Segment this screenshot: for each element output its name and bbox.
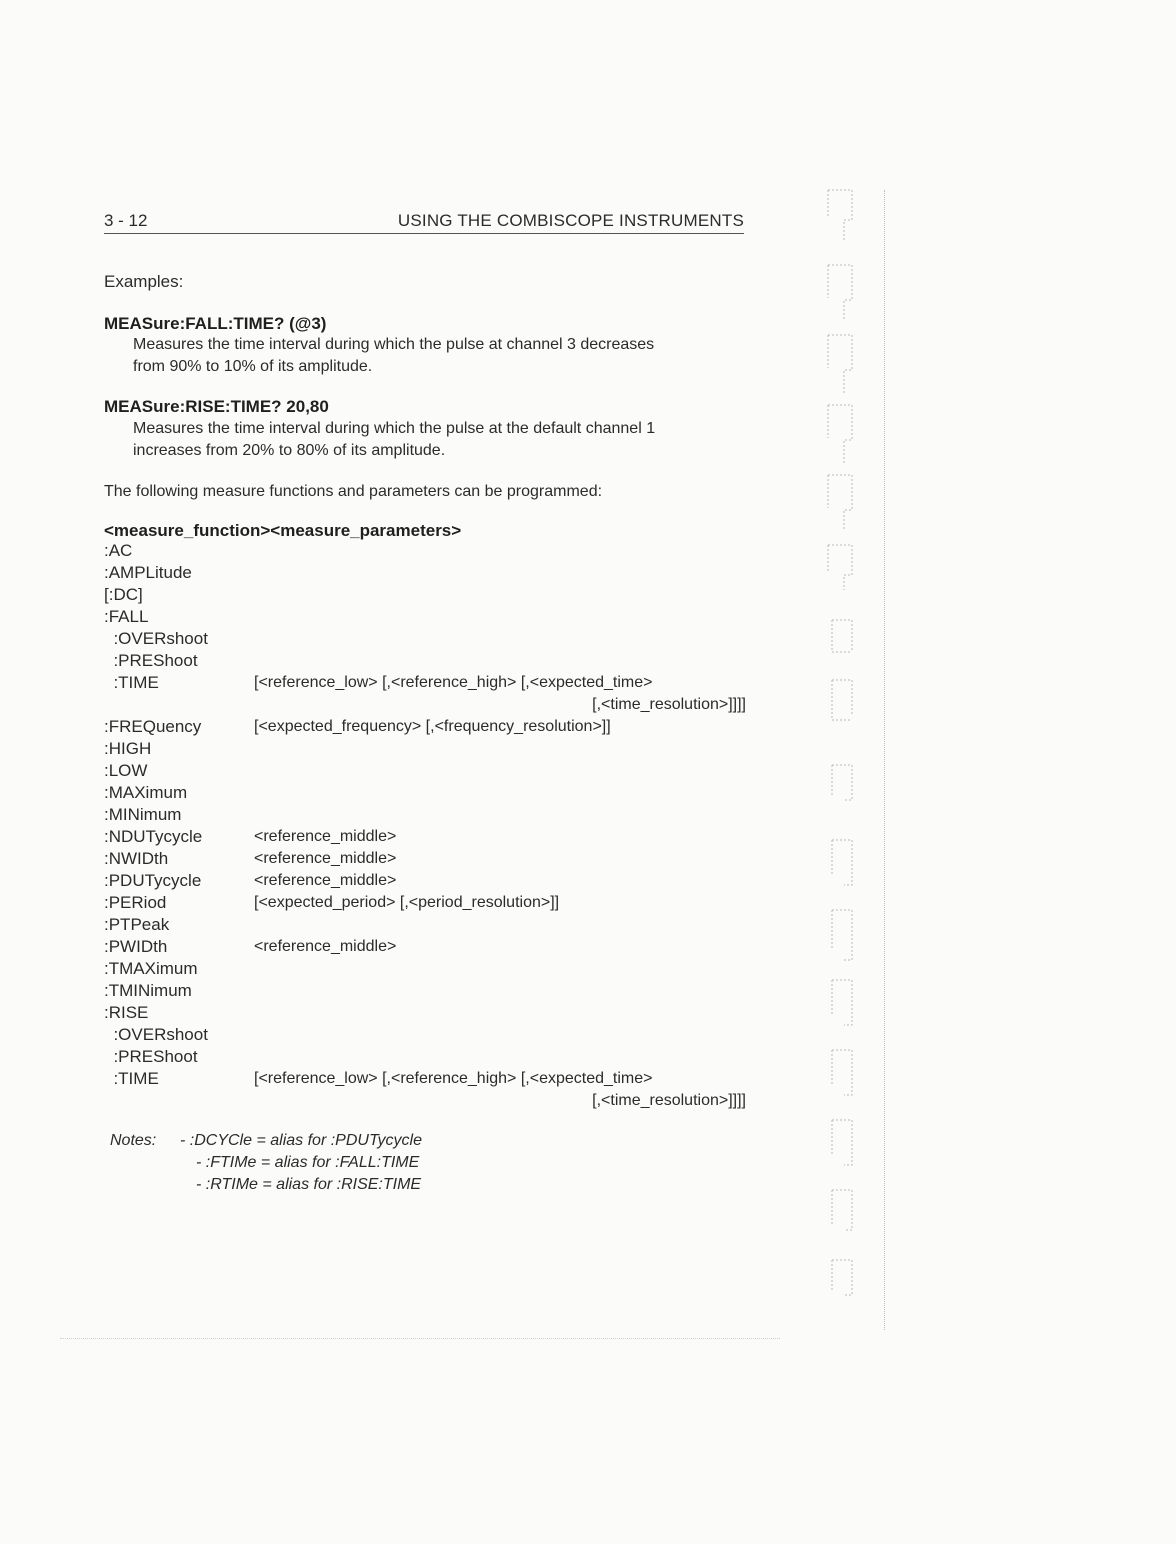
function-name: :NDUTycycle: [104, 827, 203, 846]
bottom-scan-artifact: [60, 1338, 780, 1339]
function-name: :PTPeak: [104, 915, 170, 934]
function-name: [:DC]: [104, 585, 143, 604]
function-name: :AMPLitude: [104, 563, 192, 582]
examples-heading: Examples:: [104, 272, 184, 291]
function-parameters: <reference_middle>: [254, 850, 397, 867]
margin-tab-marks: [822, 180, 884, 1340]
function-parameters: [<expected_frequency> [,<frequency_resolution>]]: [254, 718, 611, 735]
function-name: :HIGH: [104, 739, 152, 758]
page-number: 3 - 12: [104, 211, 148, 230]
function-parameters: [<expected_period> [,<period_resolution>]]: [254, 894, 560, 911]
note-line-2: - :FTIMe = alias for :FALL:TIME: [196, 1154, 420, 1171]
function-name: :LOW: [104, 761, 148, 780]
function-parameters: <reference_middle>: [254, 828, 397, 845]
function-name: :RISE: [104, 1003, 149, 1022]
function-name: :MINimum: [104, 805, 182, 824]
page-header-title: USING THE COMBISCOPE INSTRUMENTS: [397, 211, 744, 230]
example1-desc-line1: Measures the time interval during which the pulse at channel 3 decreases: [133, 336, 655, 353]
header-rule: [104, 233, 744, 234]
function-name: :TIME: [104, 1069, 159, 1088]
function-name: :PDUTycycle: [104, 871, 202, 890]
function-name: :TMINimum: [104, 981, 192, 1000]
function-name: :TIME: [104, 673, 159, 692]
note-line-3: - :RTIMe = alias for :RISE:TIME: [196, 1176, 422, 1193]
function-name: :OVERshoot: [104, 629, 208, 648]
function-parameters: <reference_middle>: [254, 872, 397, 889]
example2-desc-line2: increases from 20% to 80% of its amplitude.: [133, 442, 446, 459]
function-parameters: <reference_middle>: [254, 938, 397, 955]
intro-text: The following measure functions and parameters can be programmed:: [104, 483, 603, 500]
notes-label: Notes:: [110, 1132, 157, 1149]
note-line-1: - :DCYCle = alias for :PDUTycycle: [180, 1132, 422, 1149]
function-name: :FALL: [104, 607, 149, 626]
function-name: :OVERshoot: [104, 1025, 208, 1044]
function-parameters-continued: [,<time_resolution>]]]]: [592, 696, 746, 713]
function-name: :MAXimum: [104, 783, 188, 802]
function-parameters-continued: [,<time_resolution>]]]]: [592, 1092, 746, 1109]
function-name: :PWIDth: [104, 937, 168, 956]
function-name: :PREShoot: [104, 651, 198, 670]
function-parameters: [<reference_low> [,<reference_high> [,<expected_time>: [254, 674, 653, 691]
page-edge-line: [884, 190, 885, 1330]
function-name: :FREQuency: [104, 717, 202, 736]
example2-desc-line1: Measures the time interval during which the pulse at the default channel 1: [133, 420, 656, 437]
function-name: :TMAXimum: [104, 959, 198, 978]
table-heading: <measure_function><measure_parameters>: [104, 521, 462, 540]
function-parameters: [<reference_low> [,<reference_high> [,<expected_time>: [254, 1070, 653, 1087]
function-name: :PERiod: [104, 893, 167, 912]
function-name: :PREShoot: [104, 1047, 198, 1066]
function-name: :NWIDth: [104, 849, 169, 868]
function-name: :AC: [104, 541, 133, 560]
example1-desc-line2: from 90% to 10% of its amplitude.: [133, 358, 373, 375]
example2-command: MEASure:RISE:TIME? 20,80: [104, 397, 329, 416]
example1-command: MEASure:FALL:TIME? (@3): [104, 314, 327, 333]
